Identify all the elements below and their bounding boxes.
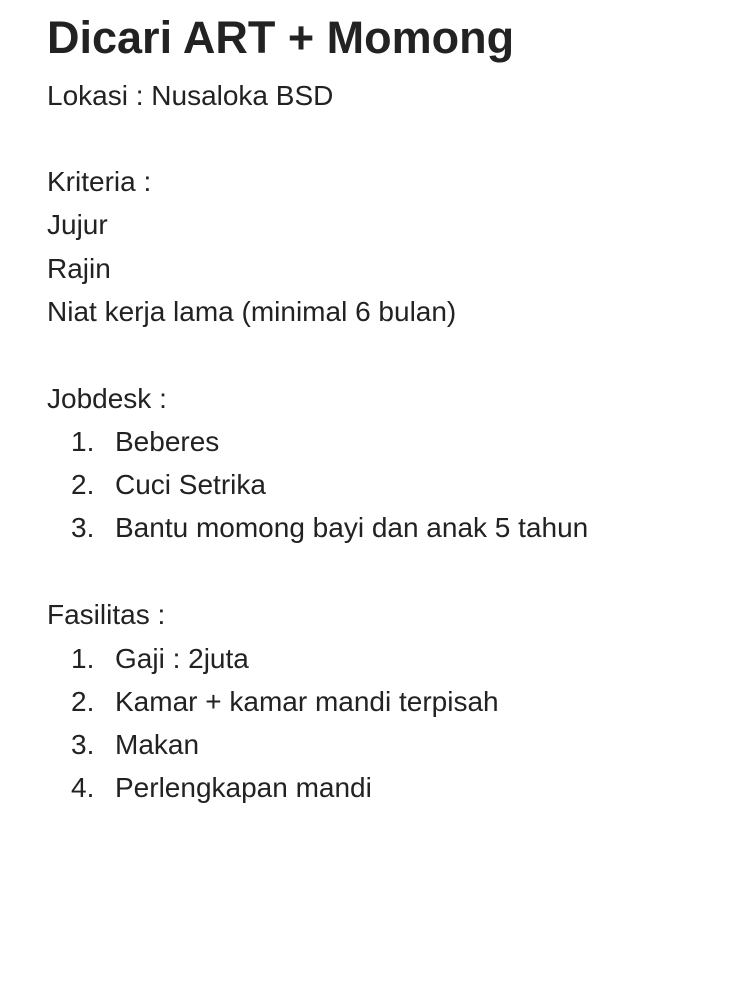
list-text: Perlengkapan mandi: [115, 772, 372, 803]
jobdesk-item: [71, 469, 266, 501]
list-text: Bantu momong bayi dan anak 5 tahun: [115, 512, 589, 543]
list-number: 4.: [71, 772, 95, 803]
criteria-item: Jujur: [47, 209, 108, 240]
criteria-item: Rajin: [47, 253, 111, 284]
facility-item: [71, 643, 249, 675]
jobdesk-heading: Jobdesk :: [47, 383, 167, 414]
list-text: Gaji : 2juta: [115, 643, 249, 674]
list-number: 3.: [71, 729, 95, 760]
note-title: Dicari ART + Momong: [47, 12, 515, 63]
jobdesk-item: [71, 426, 220, 458]
facility-item: [71, 772, 372, 804]
list-text: Beberes: [115, 426, 220, 457]
list-number: 2.: [71, 686, 95, 717]
list-text: Kamar + kamar mandi terpisah: [115, 686, 499, 717]
list-number: 3.: [71, 512, 95, 543]
list-number: 2.: [71, 469, 95, 500]
facilities-heading: Fasilitas :: [47, 599, 166, 630]
list-number: 1.: [71, 426, 95, 457]
facility-item: [71, 686, 499, 718]
list-text: Cuci Setrika: [115, 469, 266, 500]
list-number: 1.: [71, 643, 95, 674]
criteria-heading: Kriteria :: [47, 166, 152, 197]
location-text: Lokasi : Nusaloka BSD: [47, 80, 334, 111]
criteria-item: Niat kerja lama (minimal 6 bulan): [47, 296, 457, 327]
facility-item: [71, 729, 200, 761]
list-text: Makan: [115, 729, 200, 760]
jobdesk-item: [71, 512, 589, 544]
